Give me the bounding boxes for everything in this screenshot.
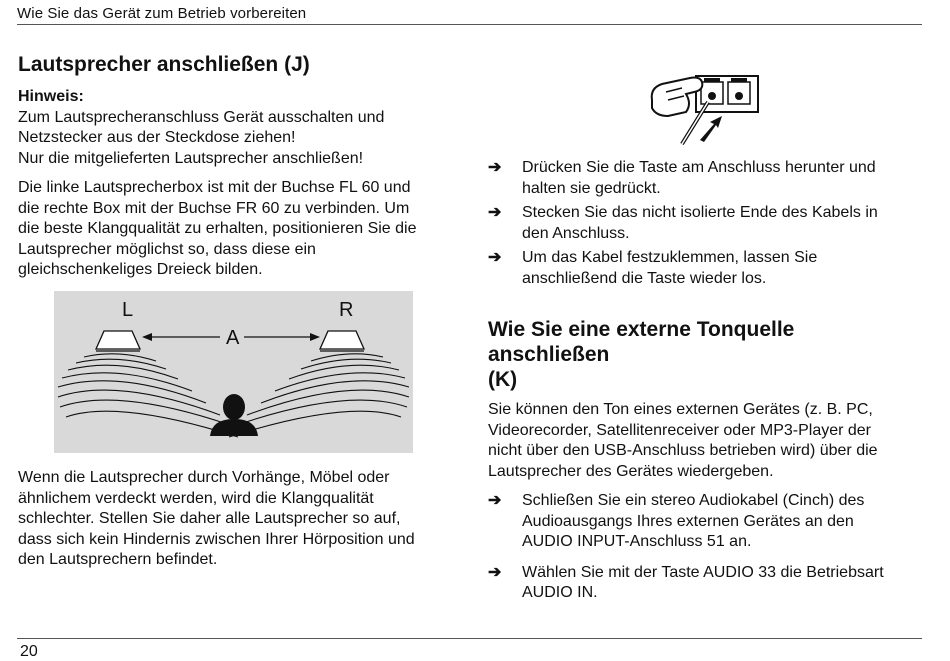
note-text <box>18 108 448 170</box>
bullet-arrow-icon: ➔ <box>488 563 502 581</box>
sound-waves-left <box>58 354 238 437</box>
note-line: Zum Lautsprecheranschluss Gerät ausschalten und <box>18 108 385 126</box>
speaker-placement-illustration <box>54 291 413 453</box>
list-item <box>488 491 918 553</box>
paragraph-line: die rechte Box mit der Buchse FR 60 zu verbinden. Um <box>18 199 410 217</box>
running-header: Wie Sie das Gerät zum Betrieb vorbereiten <box>17 5 307 22</box>
connector-figure <box>646 68 764 148</box>
step-line: Stecken Sie das nicht isolierte Ende des Kabels in <box>522 204 878 221</box>
heading-line: Wie Sie eine externe Tonquelle anschließen <box>488 318 795 366</box>
hand-icon <box>652 78 703 117</box>
paragraph-line: dass sich kein Hindernis zwischen Ihrer Hörposition und <box>18 530 415 548</box>
bullet-arrow-icon: ➔ <box>488 204 502 221</box>
label-distance: A <box>226 327 240 349</box>
bullet-arrow-icon: ➔ <box>488 159 502 176</box>
right-column <box>488 158 918 604</box>
list-item <box>488 248 918 289</box>
paragraph-line: Videorecorder, Satellitenreceiver oder MP3-Player der <box>488 421 872 439</box>
bullet-arrow-icon: ➔ <box>488 492 502 509</box>
heading-line: (K) <box>488 368 518 391</box>
label-right-speaker: R <box>339 299 354 321</box>
step-line: Drücken Sie die Taste am Anschluss herunter und <box>522 159 876 176</box>
speaker-clamp-illustration <box>646 68 764 148</box>
step-line: halten sie gedrückt. <box>522 179 661 197</box>
paragraph-line: ähnlichem verdeckt werden, wird die Klangqualität <box>18 489 374 507</box>
step-line: Schließen Sie ein stereo Audiokabel (Cinch) des <box>522 492 865 509</box>
speaker-placement-figure <box>54 291 413 453</box>
paragraph-line: den Lautsprechern befindet. <box>18 551 218 568</box>
step-line: Wählen Sie mit der Taste AUDIO 33 die Betriebsart <box>522 563 884 581</box>
left-column <box>18 52 448 281</box>
paragraph-line: nicht über den USB-Anschluss betrieben wird) über die <box>488 442 878 459</box>
header-rule <box>17 24 922 25</box>
label-left-speaker: L <box>122 299 134 321</box>
listener-icon <box>210 394 258 436</box>
section-heading-external-source <box>488 317 918 392</box>
paragraph-line: die beste Klangqualität zu erhalten, positionieren Sie die <box>18 220 417 237</box>
paragraph-speaker-wiring <box>18 178 448 281</box>
left-speaker-icon <box>96 331 140 351</box>
paragraph-line: Die linke Lautsprecherbox ist mit der Buchse FL 60 und <box>18 179 411 196</box>
arrowhead-right <box>310 333 320 341</box>
arrowhead-left <box>142 333 152 341</box>
note-line: Nur die mitgelieferten Lautsprecher anschließen! <box>18 149 364 167</box>
bullet-arrow-icon: ➔ <box>488 249 502 266</box>
paragraph-line: Sie können den Ton eines externen Gerätes (z. B. PC, <box>488 401 873 418</box>
paragraph-line: schlechter. Stellen Sie daher alle Lautsprecher so auf, <box>18 510 401 527</box>
sound-waves-right <box>229 354 409 437</box>
step-line: Audioausgangs Ihres externen Gerätes an den <box>522 512 854 530</box>
right-speaker-icon <box>320 331 364 351</box>
section-heading-speakers: Lautsprecher anschließen (J) <box>18 53 310 76</box>
page-number: 20 <box>20 643 38 660</box>
note-label: Hinweis: <box>18 88 84 105</box>
step-line: AUDIO IN. <box>522 584 598 601</box>
clamp-steps-list <box>488 158 918 289</box>
list-item <box>488 563 918 604</box>
external-source-steps-list <box>488 491 918 604</box>
step-line: AUDIO INPUT-Anschluss 51 an. <box>522 533 752 550</box>
paragraph-line: Lautsprecher des Gerätes wiedergeben. <box>488 462 774 480</box>
note-line: Netzstecker aus der Steckdose ziehen! <box>18 129 296 146</box>
paragraph-external-source <box>488 400 918 482</box>
paragraph-line: Lautsprecher möglichst so, dass diese ein <box>18 240 316 258</box>
list-item <box>488 158 918 199</box>
step-line: anschließend die Taste wieder los. <box>522 269 767 287</box>
list-item <box>488 203 918 244</box>
paragraph-obstacles <box>18 468 448 571</box>
paragraph-line: Wenn die Lautsprecher durch Vorhänge, Möbel oder <box>18 469 390 486</box>
step-line: den Anschluss. <box>522 224 630 242</box>
insert-arrow-icon <box>700 116 722 142</box>
footer-rule <box>17 638 922 639</box>
step-line: Um das Kabel festzuklemmen, lassen Sie <box>522 249 818 266</box>
paragraph-line: gleichschenkeliges Dreieck bilden. <box>18 261 263 278</box>
